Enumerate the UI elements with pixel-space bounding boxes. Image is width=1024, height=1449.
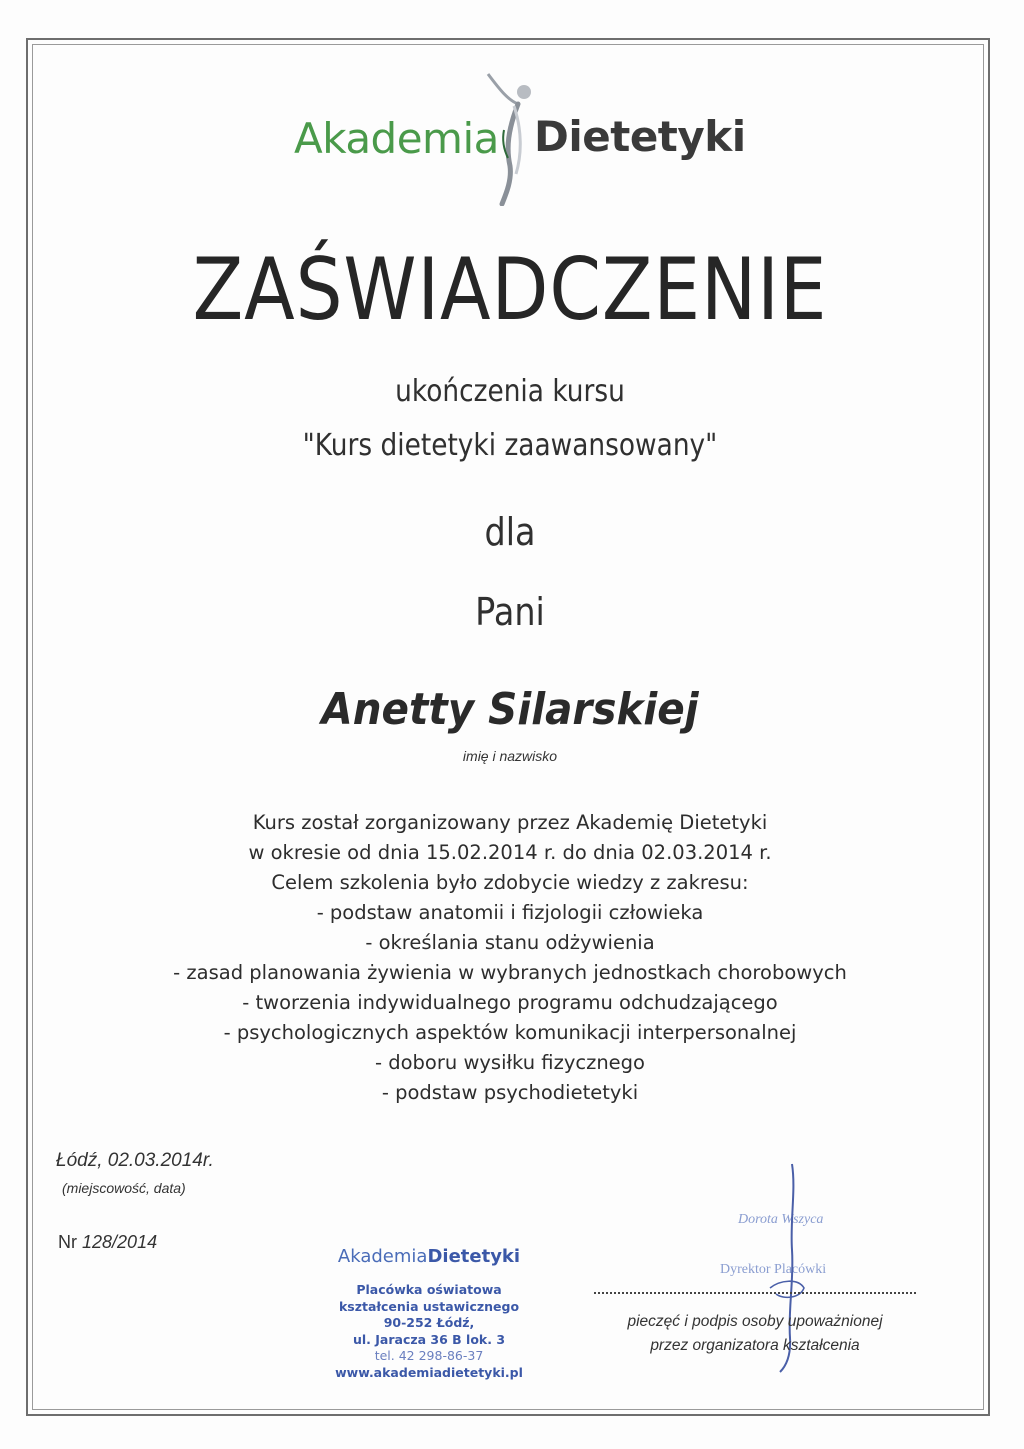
- stamp-logo: [318, 1246, 540, 1282]
- recipient-name-caption: imię i nazwisko: [462, 748, 558, 764]
- stamp-logo-left: Akademia: [337, 1246, 428, 1267]
- subtitle-line-1: ukończenia kursu: [395, 374, 625, 409]
- signature-caption-line-1: pieczęć i podpis osoby upoważnionej: [627, 1313, 883, 1330]
- description-line: Celem szkolenia było zdobycie wiedzy z zakresu:: [271, 871, 749, 894]
- description-line: - doboru wysiłku fizycznego: [375, 1051, 645, 1074]
- stamp-line: Placówka oświatowa: [356, 1282, 502, 1297]
- certificate-number: [58, 1232, 157, 1253]
- stamp-line: ul. Jaracza 36 B lok. 3: [352, 1331, 506, 1347]
- akademia-dietetyki-logo: [290, 70, 746, 210]
- document-title: ZAŚWIADCZENIE: [192, 240, 828, 340]
- description-line: w okresie od dnia 15.02.2014 r. do dnia 02.03.2014 r.: [248, 841, 772, 864]
- for-label: dla: [484, 510, 536, 554]
- description-line: - zasad planowania żywienia w wybranych jednostkach chorobowych: [173, 961, 847, 984]
- signature-caption: [594, 1310, 916, 1358]
- stamp-line: 90-252 Łódź,: [383, 1315, 475, 1330]
- description-line: - tworzenia indywidualnego programu odchudzającego: [242, 991, 778, 1014]
- salutation: Pani: [475, 590, 545, 634]
- logo-left-text: Akademia: [294, 114, 499, 163]
- signature-line: [594, 1292, 916, 1294]
- place-date: Łódź, 02.03.2014r.: [56, 1150, 214, 1171]
- place-date-caption: (miejscowość, data): [62, 1180, 186, 1196]
- director-name: Dorota Wszyca: [738, 1212, 824, 1227]
- number-label: Nr: [58, 1232, 77, 1252]
- director-role: Dyrektor Placówki: [720, 1262, 827, 1277]
- number-value: 128/2014: [82, 1232, 158, 1252]
- stamp-logo-right: Dietetyki: [427, 1246, 521, 1267]
- recipient-name: Anetty Silarskiej: [321, 684, 699, 735]
- stamp-line: tel. 42 298-86-37: [374, 1348, 484, 1363]
- course-name: "Kurs dietetyki zaawansowany": [302, 428, 718, 463]
- signature-caption-line-2: przez organizatora kształcenia: [650, 1337, 860, 1354]
- description-line: - psychologicznych aspektów komunikacji interpersonalnej: [223, 1021, 797, 1044]
- description-line: Kurs został zorganizowany przez Akademię Dietetyki: [252, 811, 768, 834]
- institution-stamp: [318, 1238, 540, 1398]
- stamp-line: www.akademiadietetyki.pl: [335, 1364, 523, 1380]
- description-line: - podstaw anatomii i fizjologii człowieka: [316, 901, 704, 924]
- stamp-line: kształcenia ustawicznego: [338, 1298, 520, 1314]
- description-line: - podstaw psychodietetyki: [381, 1081, 639, 1104]
- course-description: [40, 808, 980, 1108]
- description-line: - określania stanu odżywienia: [365, 931, 655, 954]
- logo-right-text: Dietetyki: [534, 112, 746, 161]
- human-figure-icon: [478, 70, 538, 206]
